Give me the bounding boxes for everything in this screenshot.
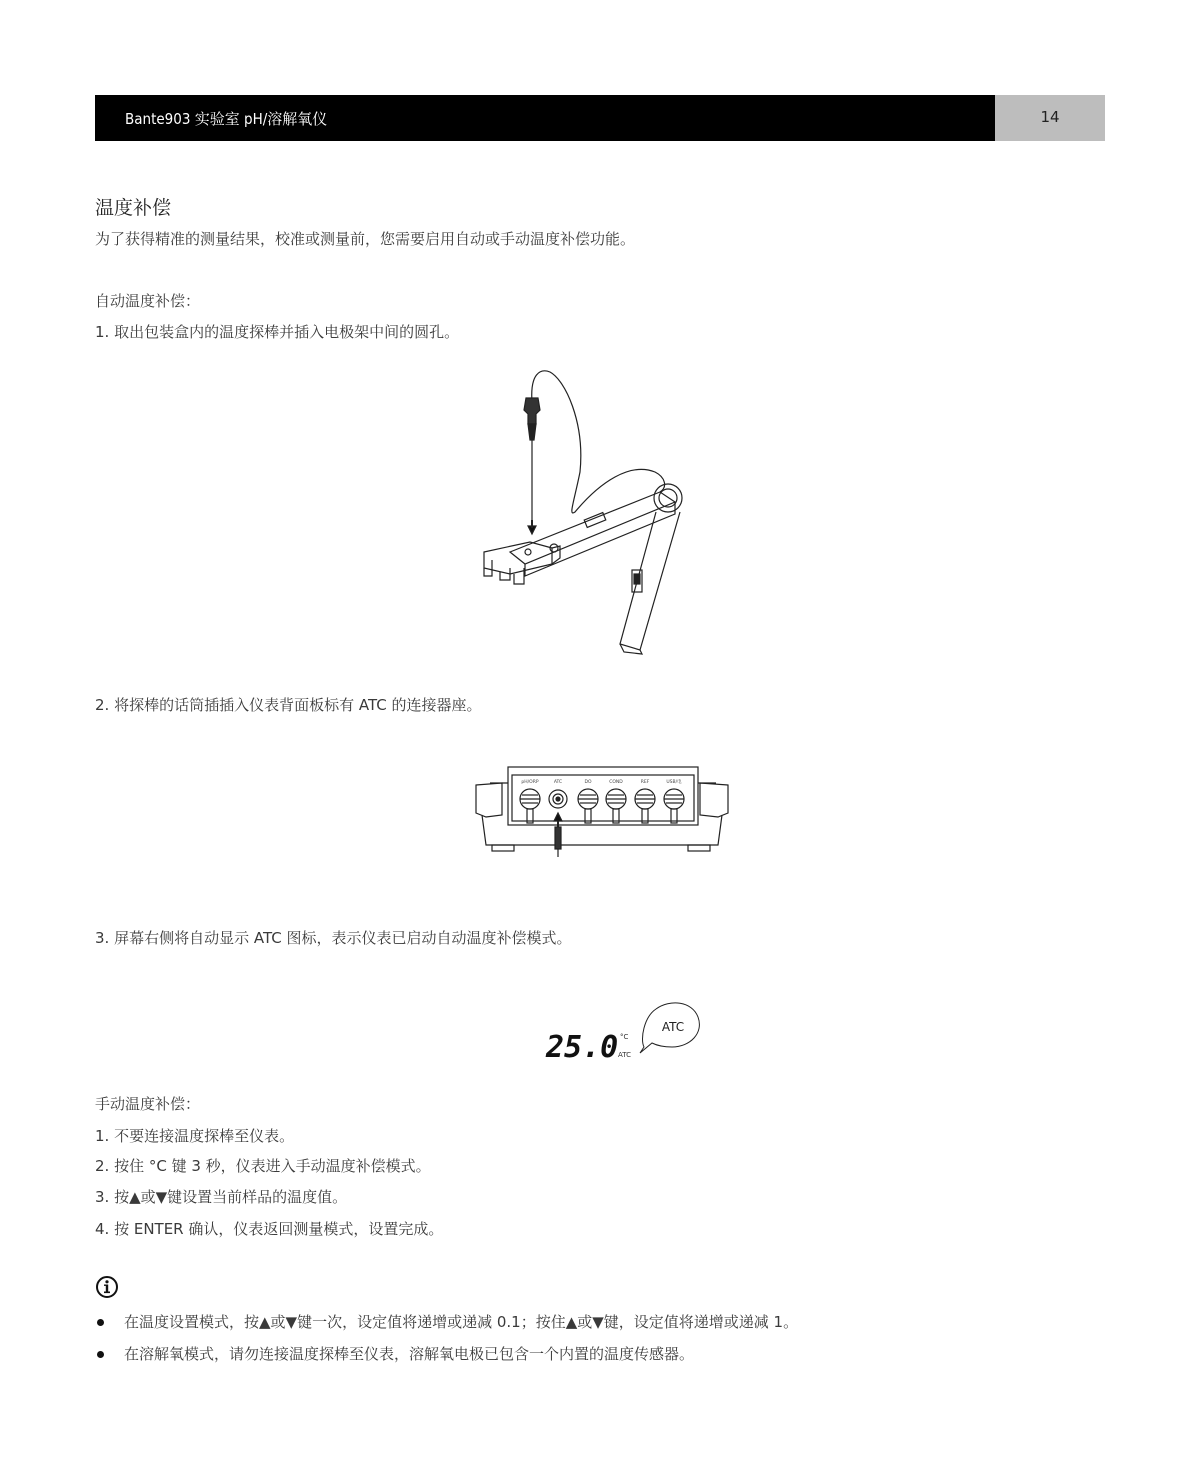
- note-text: 在温度设置模式，按▲或▼键一次，设定值将递增或递减 0.1；按住▲或▼键，设定值将递增或递减 1。: [124, 1313, 799, 1331]
- manual-atc-step: 4. 按 ENTER 确认，仪表返回测量模式，设置完成。: [95, 1220, 444, 1238]
- auto-atc-step-2: 2. 将探棒的话筒插插入仪表背面板标有 ATC 的连接器座。: [95, 696, 482, 714]
- callout-atc-label: ATC: [661, 1020, 685, 1034]
- port-label: ATC: [553, 780, 563, 785]
- port-label: DO: [584, 780, 592, 785]
- manual-atc-heading: 手动温度补偿：: [95, 1095, 201, 1113]
- section-title: 温度补偿: [95, 197, 172, 219]
- probe-cable: [532, 371, 665, 513]
- meter-rear-panel-illustration: [472, 765, 732, 865]
- page-number: 14: [1040, 108, 1060, 126]
- probe-handle: [524, 398, 540, 424]
- connector-do: [578, 789, 598, 823]
- connector-usb: [664, 789, 684, 823]
- port-label: REF: [640, 780, 650, 785]
- manual-atc-step: 2. 按住 °C 键 3 秒，仪表进入手动温度补偿模式。: [95, 1157, 431, 1175]
- auto-atc-heading: 自动温度补偿：: [95, 292, 201, 310]
- connector-atc: [549, 790, 567, 808]
- port-label: COND: [609, 780, 623, 785]
- up-arrow: [554, 813, 562, 821]
- page-number-box: [995, 95, 1105, 141]
- header-bar: [95, 95, 995, 141]
- note-text: 在溶解氧模式，请勿连接温度探棒至仪表，溶解氧电极已包含一个内置的温度传感器。: [124, 1345, 695, 1363]
- port-label: pH/ORP: [521, 780, 539, 785]
- section-intro: 为了获得精准的测量结果，校准或测量前，您需要启用自动或手动温度补偿功能。: [95, 230, 636, 248]
- note-item: [95, 1343, 694, 1364]
- info-icon: [95, 1275, 119, 1299]
- bullet-icon: [97, 1351, 104, 1358]
- atc-display-illustration: [540, 995, 710, 1065]
- auto-atc-step-3: 3. 屏幕右侧将自动显示 ATC 图标，表示仪表已启动自动温度补偿模式。: [95, 929, 572, 947]
- manual-atc-step: 3. 按▲或▼键设置当前样品的温度值。: [95, 1188, 348, 1206]
- panel-port-labels: [521, 778, 682, 785]
- atc-plug: [555, 827, 561, 849]
- display-value: 25.0: [546, 1030, 619, 1065]
- note-item: [95, 1311, 798, 1332]
- port-label: USB/电: [666, 780, 682, 785]
- meter-body: [476, 783, 502, 817]
- document-title: Bante903 实验室 pH/溶解氧仪: [125, 110, 328, 128]
- rear-panel: [508, 767, 698, 825]
- connector-ref: [635, 789, 655, 823]
- auto-atc-step-1: 1. 取出包装盒内的温度探棒并插入电极架中间的圆孔。: [95, 323, 460, 341]
- connector-ph: [520, 789, 540, 823]
- electrode-holder-illustration: [470, 362, 710, 657]
- connector-cond: [606, 789, 626, 823]
- manual-atc-step: 1. 不要连接温度探棒至仪表。: [95, 1127, 295, 1145]
- display-atc-label: ATC: [618, 1051, 631, 1059]
- display-unit: °C: [620, 1033, 629, 1041]
- bullet-icon: [97, 1319, 104, 1326]
